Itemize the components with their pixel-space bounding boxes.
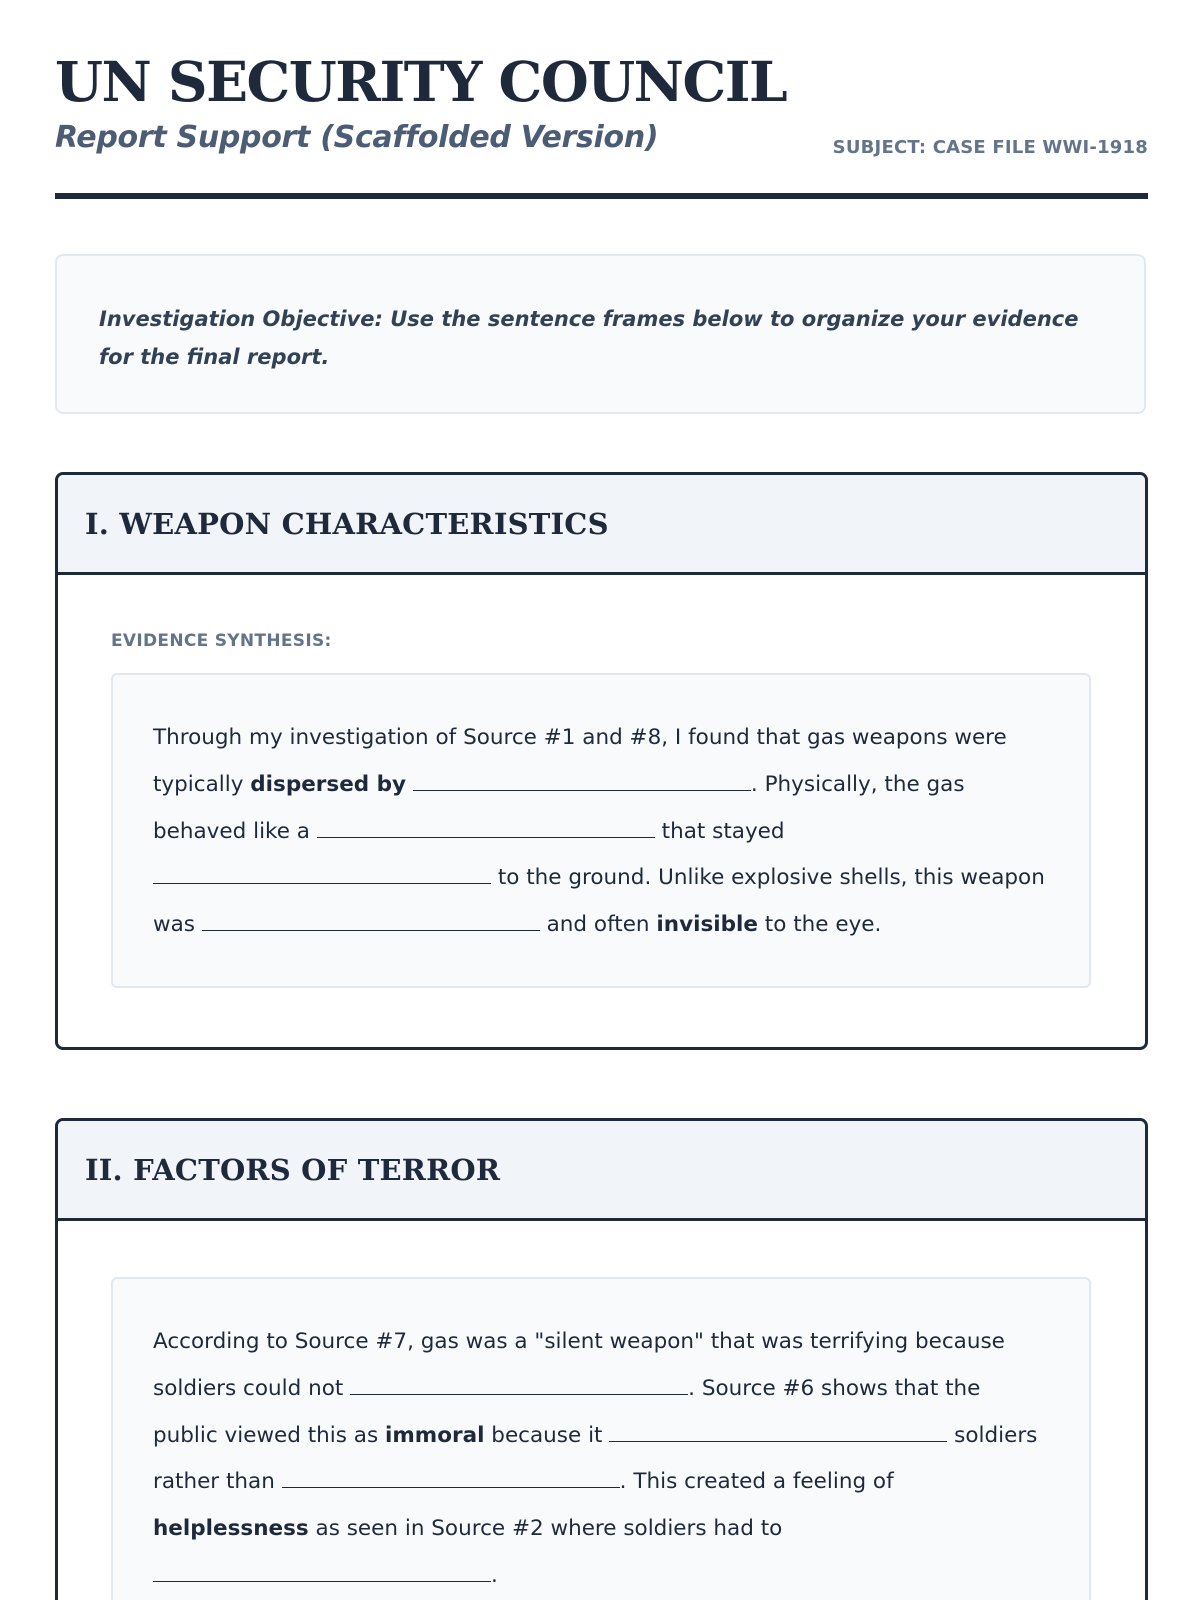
frame-text: because it [484, 1422, 610, 1448]
frame-text: . [491, 1562, 498, 1588]
frame-text: as seen in Source #2 where soldiers had to [308, 1516, 783, 1542]
frame-text: to the ground. Unlike explosive shells, this weapon was [153, 865, 1045, 938]
case-subject: SUBJECT: CASE FILE WWI-1918 [832, 137, 1148, 158]
answer-blank[interactable] [413, 770, 751, 791]
frame-text: that stayed [654, 818, 785, 844]
frame-text: to the eye. [757, 912, 882, 938]
answer-blank[interactable] [153, 1561, 491, 1582]
section-header [58, 475, 1145, 575]
frame-bold-text: helplessness [153, 1516, 309, 1542]
sentence-frame [111, 1277, 1091, 1600]
section-body [58, 1277, 1145, 1600]
section-title: II. FACTORS OF TERROR [85, 1152, 501, 1187]
frame-text: . This created a feeling of [619, 1469, 894, 1495]
objective-box [55, 254, 1146, 414]
frame-text: Through my investigation of Source #1 and #8, I found that gas weapons were typically [153, 725, 1007, 797]
page-subtitle: Report Support (Scaffolded Version) [55, 120, 659, 155]
sentence-frame [111, 673, 1091, 988]
section-factors-of-terror [55, 1118, 1148, 1600]
answer-blank[interactable] [317, 817, 655, 838]
frame-bold-text: invisible [656, 912, 758, 938]
answer-blank[interactable] [350, 1374, 688, 1395]
section-weapon-characteristics [55, 472, 1148, 1050]
answer-blank[interactable] [153, 863, 491, 884]
page-title: UN SECURITY COUNCIL [55, 49, 787, 114]
worksheet-page [55, 0, 1148, 1588]
frame-text: . Physically, the gas behaved like a [153, 771, 965, 844]
frame-text: According to Source #7, gas was a "silent weapon" that was terrifying because soldiers could not [153, 1329, 1005, 1401]
section-header [58, 1121, 1145, 1221]
evidence-synthesis-label: EVIDENCE SYNTHESIS: [111, 631, 332, 651]
header-divider [55, 193, 1148, 199]
frame-text: soldiers rather than [153, 1422, 1038, 1495]
answer-blank[interactable] [609, 1421, 947, 1442]
frame-text: and often [539, 912, 657, 938]
frame-bold-text: dispersed by [250, 771, 407, 797]
page-header [55, 0, 1148, 200]
answer-blank[interactable] [202, 910, 540, 931]
frame-bold-text: immoral [385, 1422, 485, 1448]
answer-blank[interactable] [282, 1467, 620, 1488]
objective-text: Investigation Objective: Use the sentence frames below to organize your evidence for the final report. [99, 307, 1079, 369]
frame-text: . Source #6 shows that the public viewed this as [153, 1375, 981, 1448]
section-title: I. WEAPON CHARACTERISTICS [85, 506, 609, 541]
section-body [58, 631, 1145, 988]
